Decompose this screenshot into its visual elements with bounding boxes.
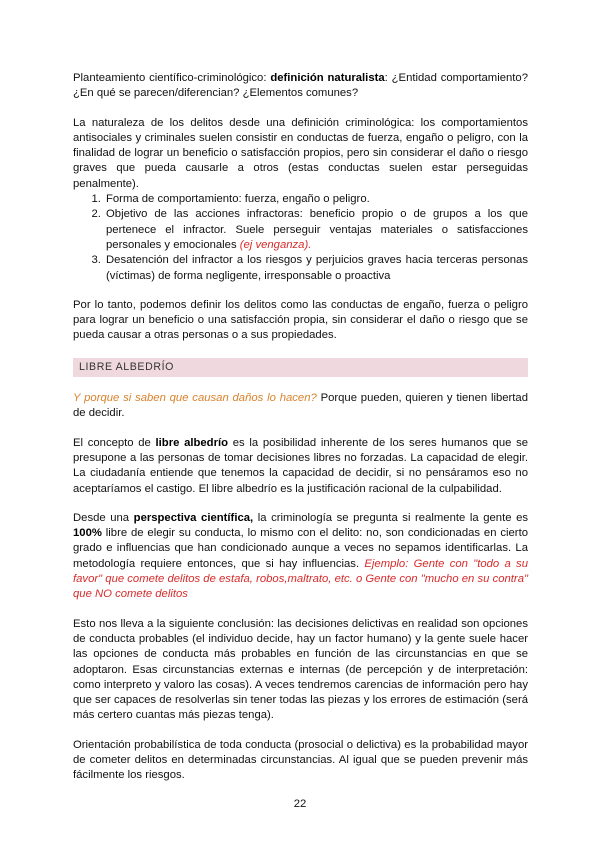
conclusion-paragraph: Por lo tanto, podemos definir los delitos como las conductas de engaño, fuerza o peligro para lograr un beneficio o una satisfacción propia, sin considerar el daño o riesgo que se pueda causar a otras personas o a sus propiedades. (73, 298, 528, 342)
orientation-paragraph: Orientación probabilística de toda conducta (prosocial o delictiva) es la probabilidad mayor de cometer delitos en determinadas circunstancias. Al igual que se pueden prevenir más fácilmente los riesgos. (73, 738, 528, 782)
intro-bold-term: definición naturalista (270, 72, 385, 84)
science-bold-term: perspectiva científica, (133, 511, 254, 524)
list-item (104, 253, 528, 284)
conclusion2-paragraph: Esto nos lleva a la siguiente conclusión: las decisiones delictivas en realidad son opciones de conducta probables (el individuo decide, hay un factor humano) y la gente suele hacer las opciones de conducta más probables en función de las circunstancias en que se adoptaron. Esas circunstancias externas e internas (de percepción y de interpretación: como interpreto y valoro las cosas). A veces tendremos carencias de información pero hay que ser capaces de resolverlas sin tener todas las piezas y los errores de estimación (será más certero cuantas más piezas tenga). (73, 617, 528, 722)
definition-paragraph: La naturaleza de los delitos desde una definición criminológica: los comportamientos antisociales y criminales suelen consistir en conductas de fuerza, engaño o peligro, con la finalidad de lograr un beneficio o satisfacción propios, pero sin considerar el daño o riesgo graves que pueda causarle a otros (estas conductas suelen estar perseguidas penalmente). (73, 116, 528, 190)
science-example: Ejemplo: Gente con "todo a su favor" que comete delitos de estafa, robos,maltrato, etc. o Gente con "mucho en su contra" que NO comete delitos (73, 557, 528, 601)
science-text: libre de elegir su conducta, lo mismo con el delito: no, son condicionadas en cierto grado e influencias que han condicionado aunque a veces no sepamos identificarlas. La metodología requiere entonces, que si hay influencias. (73, 527, 528, 570)
list-item-text: Forma de comportamiento: fuerza, engaño o peligro. (106, 193, 370, 206)
answer-text: Porque pueden, quieren y tienen libertad de decidir. (73, 392, 528, 420)
list-item (104, 207, 528, 253)
list-item-example: (ej venganza). (239, 238, 312, 251)
concept-paragraph (73, 436, 528, 497)
list-item (104, 192, 528, 207)
intro-questions: : ¿Entidad comportamiento? ¿En qué se parecen/diferencian? ¿Elementos comunes? (73, 72, 528, 100)
science-bold-percent: 100% (73, 527, 102, 540)
characteristics-list (73, 192, 528, 284)
document-page (73, 71, 528, 798)
concept-bold-term: libre albedrío (155, 436, 229, 449)
intro-paragraph (73, 71, 528, 102)
question-text: Y porque si saben que causan daños lo hacen? (73, 392, 317, 405)
section-heading: LIBRE ALBEDRÍO (73, 358, 528, 377)
concept-text: El concepto de (73, 436, 156, 449)
question-paragraph (73, 391, 528, 422)
concept-text: es la posibilidad inherente de los seres humanos que se presupone a las personas de tomar decisiones libres no forzadas. La capacidad de elegir. La ciudadanía entiende que tenemos la capacidad de decidir, si no pensáramos eso no aceptaríamos el castigo. El libre albedrío es la justificación racional de la culpabilidad. (73, 436, 528, 495)
science-text: Desde una (73, 511, 134, 524)
list-item-text: Desatención del infractor a los riesgos y perjuicios graves hacia terceras personas (víctimas) de forma negligente, irresponsable o proactiva (106, 254, 528, 282)
page-number: 22 (293, 798, 307, 810)
list-item-text: Objetivo de las acciones infractoras: beneficio propio o de grupos a los que pertenece el infractor. Suele perseguir ventajas materiales o satisfacciones personales y emocionales (106, 208, 528, 251)
intro-text: Planteamiento científico-criminológico: (73, 72, 271, 84)
science-paragraph (73, 511, 528, 603)
science-text: la criminología se pregunta si realmente la gente es (253, 511, 529, 524)
